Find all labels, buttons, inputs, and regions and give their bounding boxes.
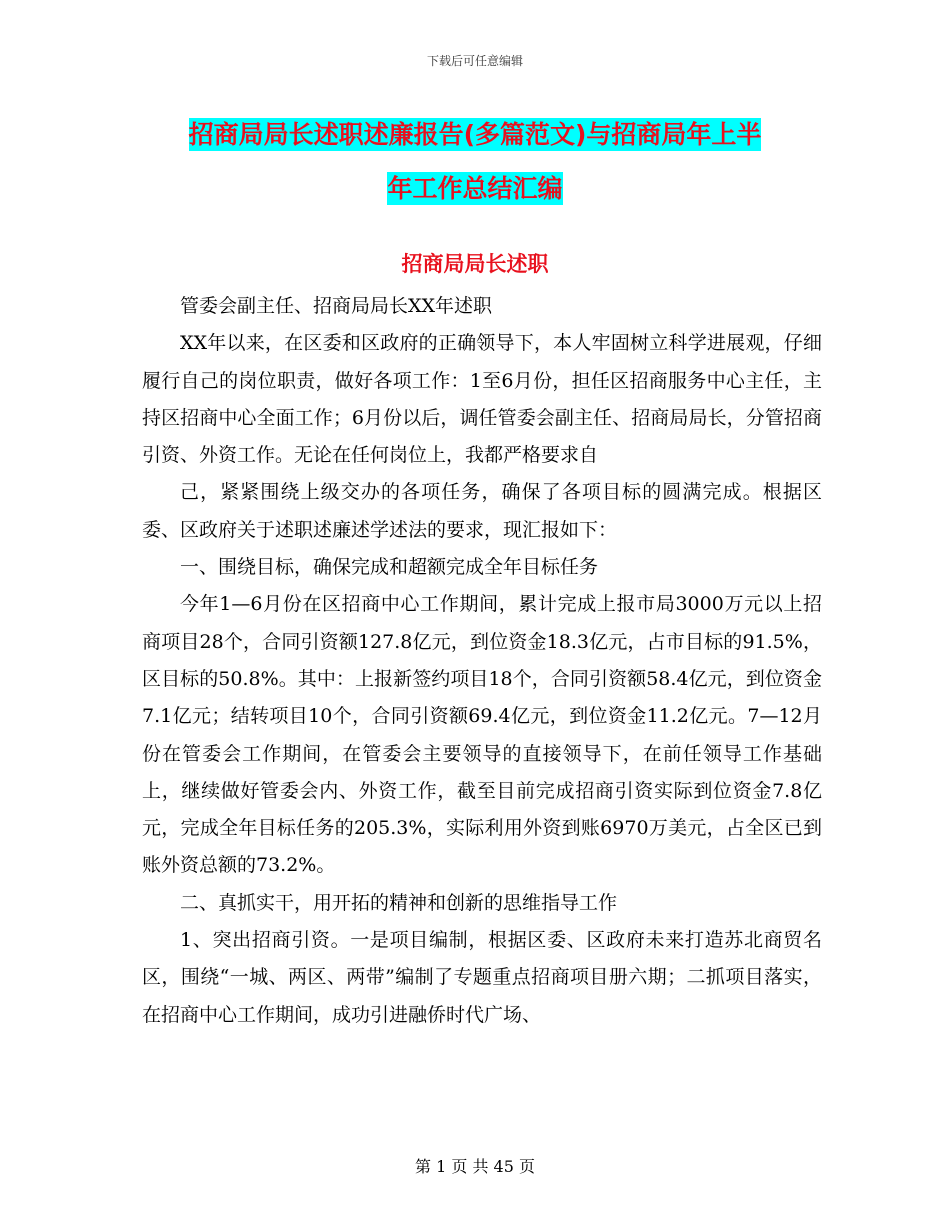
paragraph: XX年以来，在区委和区政府的正确领导下，本人牢固树立科学进展观，仔细履行自己的岗位职责，做好各项工作：1至6月份，担任区招商服务中心主任，主持区招商中心全面工作；6月份以后，调任管委会副主任、招商局局长，分管招商引资、外资工作。无论在任何岗位上，我都严格要求自 [142, 332, 822, 467]
paragraph: 1、突出招商引资。一是项目编制，根据区委、区政府未来打造苏北商贸名区，围绕“一城、两区、两带”编制了专题重点招商项目册六期；二抓项目落实，在招商中心工作期间，成功引进融侨时代广场、 [142, 929, 822, 1026]
document-body [142, 288, 822, 1034]
paragraph: 一、围绕目标，确保完成和超额完成全年目标任务 [180, 556, 599, 579]
paragraph: 己，紧紧围绕上级交办的各项任务，确保了各项目标的圆满完成。根据区委、区政府关于述职述廉述学述法的要求，现汇报如下： [142, 481, 822, 541]
page-number-footer: 第 1 页 共 45 页 [415, 1157, 535, 1176]
paragraph: 二、真抓实干，用开拓的精神和创新的思维指导工作 [180, 891, 618, 914]
paragraph: 今年1—6月份在区招商中心工作期间，累计完成上报市局3000万元以上招商项目28个，合同引资额127.8亿元，到位资金18.3亿元，占市目标的91.5%，区目标的50.8%。其中：上报新签约项目18个，合同引资额58.4亿元，到位资金7.1亿元；结转项目10个，合同引资额69.4亿元，到位资金11.2亿元。7—12月份在管委会工作期间，在管委会主要领导的直接领导下，在前任领导工作基础上，继续做好管委会内、外资工作，截至目前完成招商引资实际到位资金7.8亿元，完成全年目标任务的205.3%，实际利用外资到账6970万美元，占全区已到账外资总额的73.2%。 [142, 593, 822, 877]
document-title [0, 108, 950, 216]
title-line-1: 招商局局长述职述廉报告(多篇范文)与招商局年上半 [188, 120, 762, 149]
header-note: 下载后可任意编辑 [426, 54, 523, 68]
paragraph: 管委会副主任、招商局局长XX年述职 [180, 295, 493, 317]
section-title: 招商局局长述职 [401, 252, 549, 276]
title-line-2: 年工作总结汇编 [387, 174, 563, 203]
